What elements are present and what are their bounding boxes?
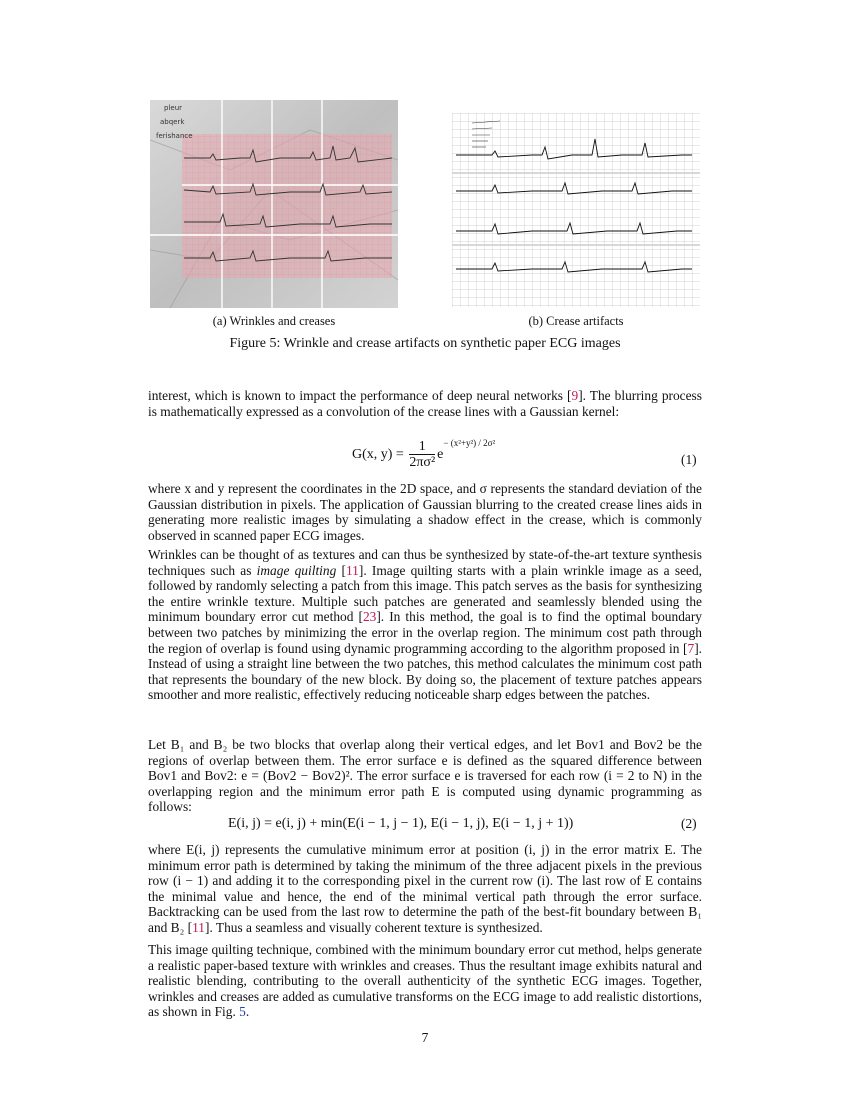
citation-link[interactable]: 11 — [345, 562, 359, 578]
lead-label-a1: pleur — [164, 104, 183, 112]
equation-1: G(x, y) = $\frac{1}{\text{2πσ²}}$ $e^{- (x^2+y^2) / 2\sigma^2}$ — [352, 438, 496, 471]
lead-label-a3: ferishance — [156, 132, 193, 140]
subfigure-b-caption: (b) Crease artifacts — [528, 314, 624, 328]
paragraph-3: Wrinkles can be thought of as textures and can thus be synthesized by state-of-the-art texture synthesis techniques such as image quilting [11]. Image quilting starts with a plain wrinkle image as a seed, followed by randomly selecting a patch from this image. This patch serves as the basis for synthesizing the entire wrinkle texture. Multiple such patches are generated and seamlessly blended using the minimum boundary error cut method [23]. In this method, the goal is to find the optimal boundary between two patches by minimizing the error in the overlap region. The minimum cost path through the region of overlap is found using dynamic programming according to the algorithm proposed in [7]. Instead of using a straight line between the two patches, this method calculates the minimum cost path that represents the boundary of the new block. By doing so, the placement of texture patches appears smoother and more realistic, effectively reducing noticeable sharp edges between the patches. — [148, 547, 702, 703]
figure-link[interactable]: 5 — [239, 1004, 246, 1020]
subfigure-a-caption: (a) Wrinkles and creases — [212, 314, 336, 328]
equation-2: E(i, j) = e(i, j) + min(E(i − 1, j − 1), E(i − 1, j), E(i − 1, j + 1)) — [228, 816, 574, 831]
citation-link[interactable]: 11 — [192, 919, 205, 935]
citation-link[interactable]: 7 — [687, 640, 695, 656]
citation-link[interactable]: 23 — [362, 609, 377, 625]
paragraph-2: where x and y represent the coordinates in the 2D space, and σ represents the standard deviation of the Gaussian distribution in pixels. The application of Gaussian blurring to the created crease lines aids in generating more realistic images by simulating a shadow effect in the crease, which is commonly observed in scanned paper ECG images. — [148, 481, 702, 543]
citation-link[interactable]: 9 — [571, 388, 579, 403]
figure-caption: Figure 5: Wrinkle and crease artifacts on synthetic paper ECG images — [229, 336, 621, 351]
figure-5a-wrinkles-image — [150, 100, 398, 308]
equation-1-number: (1) — [681, 452, 697, 467]
paragraph-1: interest, which is known to impact the performance of deep neural networks [9]. The blurring process is mathematically expressed as a convolution of the crease lines with a Gaussian kernel: — [148, 388, 702, 419]
page-number: 7 — [421, 1030, 429, 1045]
lead-label-a2: abqerk — [160, 118, 185, 126]
figure-5b-crease-image — [452, 113, 700, 307]
paragraph-5: where E(i, j) represents the cumulative minimum error at position (i, j) in the error matrix E. The minimum error path is determined by taking the minimum of the three adjacent pixels in the previous row (i − 1) and adding it to the corresponding pixel in the current row (i). The last row of E contains the minimal value and hence, the end of the minimal vertical path through the error surface. Backtracking can be used from the last row to determine the path of the best-fit boundary between B₁ and B₂ [11]. Thus a seamless and visually coherent texture is synthesized. — [148, 842, 702, 935]
equation-2-number: (2) — [681, 816, 697, 831]
paragraph-6: This image quilting technique, combined with the minimum boundary error cut method, helps generate a realistic paper-based texture with wrinkles and creases. Thus the resultant image exhibits natural and realistic blending, contributing to the overall authenticity of the synthetic ECG images. Together, wrinkles and creases are added as cumulative transforms on the ECG image to add realistic distortions, as shown in Fig. 5. — [148, 942, 702, 1020]
paragraph-4: Let B₁ and B₂ be two blocks that overlap along their vertical edges, and let Bov1 and Bov2 be the regions of overlap between them. The error surface e is defined as the squared difference between Bov1 and Bov2: e = (Bov2 − Bov2)². The error surface e is traversed for each row (i = 2 to N) in the overlapping region and the minimum error path E is computed using dynamic programming as follows: — [148, 737, 702, 815]
